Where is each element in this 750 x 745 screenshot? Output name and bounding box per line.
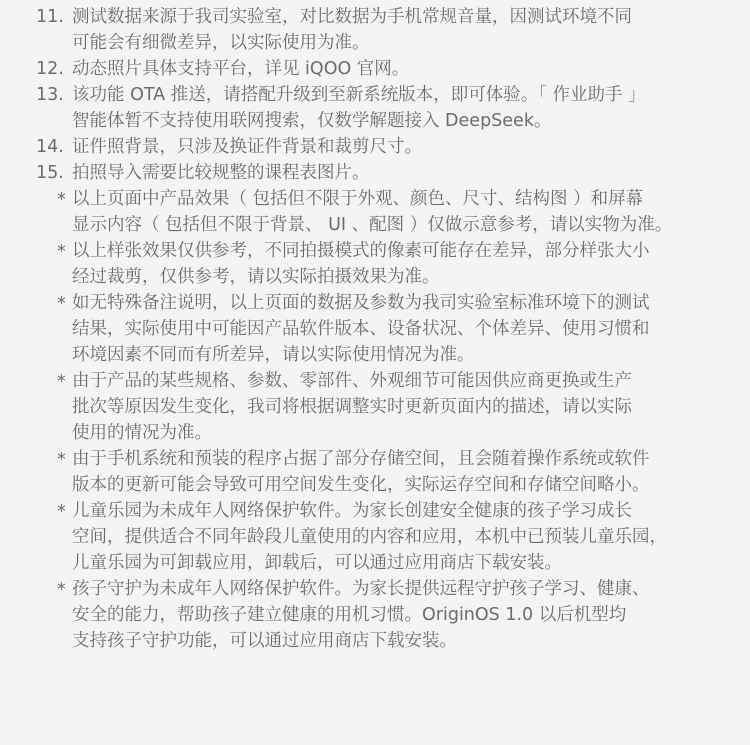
note-line: 儿童乐园为可卸载应用，卸载后，可以通过应用商店下载安装。: [72, 553, 562, 573]
note-line: 该功能 OTA 推送，请搭配升级到至新系统版本，即可体验。「 作业助手 」: [72, 85, 646, 105]
asterisk-icon: *: [57, 372, 66, 392]
asterisk-icon: *: [57, 580, 66, 600]
note-line: 证件照背景，只涉及换证件背景和裁剪尺寸。: [72, 137, 422, 157]
note-line: 孩子守护为未成年人网络保护软件。为家长提供远程守护孩子学习、健康、: [72, 579, 650, 599]
note-line: 测试数据来源于我司实验室，对比数据为手机常规音量，因测试环境不同: [72, 7, 632, 27]
note-line: 智能体暂不支持使用联网搜索，仅数学解题接入 DeepSeek。: [72, 111, 552, 131]
asterisk-icon: *: [57, 242, 66, 262]
note-line: 以上页面中产品效果（ 包括但不限于外观、颜色、尺寸、结构图 ）和屏幕: [72, 189, 644, 209]
note-line: 使用的情况为准。: [72, 423, 212, 443]
note-number: 15.: [36, 163, 64, 183]
note-14: [0, 134, 712, 160]
note-line: 版本的更新可能会导致可用空间发生变化，实际运存空间和存储空间略小。: [72, 475, 650, 495]
note-number: 13.: [36, 85, 64, 105]
note-line: 安全的能力，帮助孩子建立健康的用机习惯。OriginOS 1.0 以后机型均: [72, 605, 627, 625]
note-15: [0, 160, 712, 186]
note-line: 显示内容（ 包括但不限于背景、 UI 、配图 ）仅做示意参考，请以实物为准。: [72, 215, 673, 235]
star-note-kids-guard: [0, 576, 702, 654]
asterisk-icon: *: [57, 502, 66, 522]
star-note-kids-park: [0, 498, 702, 576]
star-note-product-effect: [0, 186, 702, 238]
note-line: 儿童乐园为未成年人网络保护软件。为家长创建安全健康的孩子学习成长: [72, 501, 632, 521]
note-line: 由于手机系统和预装的程序占据了部分存储空间，且会随着操作系统或软件: [72, 449, 650, 469]
note-line: 批次等原因发生变化，我司将根据调整实时更新页面内的描述，请以实际: [72, 397, 632, 417]
asterisk-icon: *: [57, 450, 66, 470]
note-12: [0, 56, 712, 82]
note-line: 经过裁剪，仅供参考，请以实际拍摄效果为准。: [72, 267, 440, 287]
note-number: 11.: [36, 7, 64, 27]
star-note-spec-changes: [0, 368, 702, 446]
note-line: 结果，实际使用中可能因产品软件版本、设备状况、个体差异、使用习惯和: [72, 319, 650, 339]
note-line: 由于产品的某些规格、参数、零部件、外观细节可能因供应商更换或生产: [72, 371, 632, 391]
asterisk-icon: *: [57, 190, 66, 210]
note-number: 12.: [36, 59, 64, 79]
note-line: 动态照片具体支持平台，详见 iQOO 官网。: [72, 59, 410, 79]
star-note-lab-data: [0, 290, 702, 368]
note-13: [0, 82, 712, 134]
note-line: 可能会有细微差异，以实际使用为准。: [72, 33, 370, 53]
note-11: [0, 4, 712, 56]
note-line: 环境因素不同而有所差异，请以实际使用情况为准。: [72, 345, 475, 365]
asterisk-icon: *: [57, 294, 66, 314]
star-note-storage: [0, 446, 702, 498]
note-line: 以上样张效果仅供参考，不同拍摄模式的像素可能存在差异，部分样张大小: [72, 241, 650, 261]
note-number: 14.: [36, 137, 64, 157]
note-line: 支持孩子守护功能，可以通过应用商店下载安装。: [72, 631, 457, 651]
note-line: 拍照导入需要比较规整的课程表图片。: [72, 163, 370, 183]
note-line: 如无特殊备注说明，以上页面的数据及参数为我司实验室标准环境下的测试: [72, 293, 650, 313]
note-line: 空间，提供适合不同年龄段儿童使用的内容和应用，本机中已预装儿童乐园，: [72, 527, 667, 547]
star-note-sample-photos: [0, 238, 702, 290]
